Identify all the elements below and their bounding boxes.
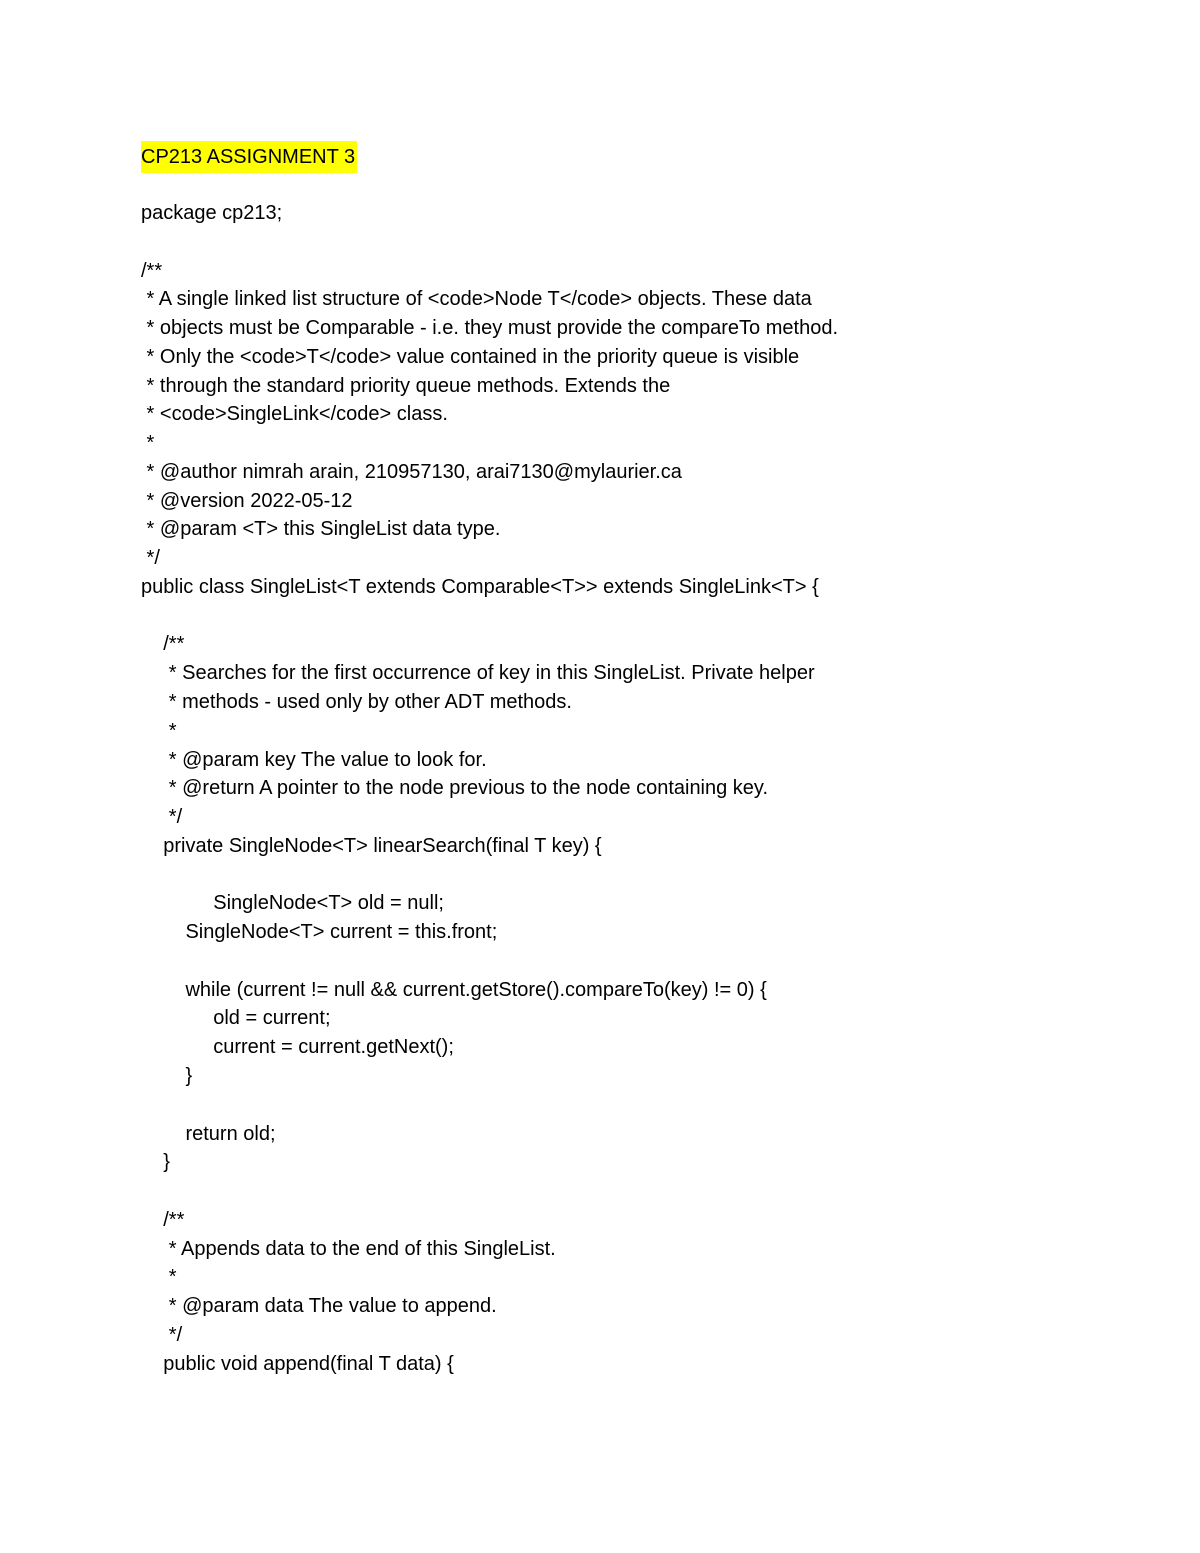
code-line: */ — [141, 1323, 183, 1346]
code-line: } — [141, 1151, 170, 1174]
code-line: old = current; — [141, 1007, 331, 1030]
code-line: * @param data The value to append. — [141, 1295, 497, 1318]
code-line: * through the standard priority queue methods. Extends the — [141, 374, 671, 397]
code-line: * @return A pointer to the node previous to the node containing key. — [141, 777, 769, 800]
code-line: /** — [141, 633, 185, 656]
code-line: * <code>SingleLink</code> class. — [141, 403, 448, 426]
code-line: * Appends data to the end of this SingleList. — [141, 1237, 556, 1260]
code-line: public class SingleList<T extends Comparable<T>> extends SingleLink<T> { — [141, 575, 819, 598]
assignment-title: CP213 ASSIGNMENT 3 — [141, 141, 357, 173]
code-line: SingleNode<T> current = this.front; — [141, 921, 498, 944]
code-line: * methods - used only by other ADT methods. — [141, 691, 572, 714]
code-line: * Only the <code>T</code> value contained in the priority queue is visible — [141, 345, 800, 368]
code-line: package cp213; — [141, 202, 283, 224]
code-line: while (current != null && current.getStore().compareTo(key) != 0) { — [141, 978, 767, 1001]
code-line: /** — [141, 259, 163, 282]
code-line — [141, 228, 838, 257]
code-line: */ — [141, 806, 183, 829]
code-line — [141, 602, 838, 631]
code-line: * objects must be Comparable - i.e. they must provide the compareTo method. — [141, 317, 839, 340]
code-line — [141, 861, 838, 890]
code-line: return old; — [141, 1122, 276, 1145]
code-block — [141, 199, 838, 1378]
code-line: * — [141, 1266, 177, 1289]
code-line: * A single linked list structure of <code>Node T</code> objects. These data — [141, 288, 812, 311]
code-line: * @author nimrah arain, 210957130, arai7130@mylaurier.ca — [141, 460, 682, 483]
code-line: * @param <T> this SingleList data type. — [141, 518, 501, 541]
code-line: * Searches for the first occurrence of key in this SingleList. Private helper — [141, 662, 815, 685]
code-line — [141, 1177, 838, 1206]
code-line: private SingleNode<T> linearSearch(final T key) { — [141, 834, 602, 857]
code-line: * @version 2022-05-12 — [141, 489, 353, 512]
code-line: current = current.getNext(); — [141, 1036, 454, 1059]
code-line: */ — [141, 547, 160, 570]
code-line: * — [141, 719, 177, 742]
code-line — [141, 947, 838, 976]
code-line: * — [141, 432, 155, 455]
code-line: } — [141, 1064, 193, 1087]
code-line — [141, 1091, 838, 1120]
code-line: * @param key The value to look for. — [141, 748, 487, 771]
code-line: /** — [141, 1208, 185, 1231]
code-line: SingleNode<T> old = null; — [141, 892, 444, 915]
code-line: public void append(final T data) { — [141, 1352, 454, 1375]
